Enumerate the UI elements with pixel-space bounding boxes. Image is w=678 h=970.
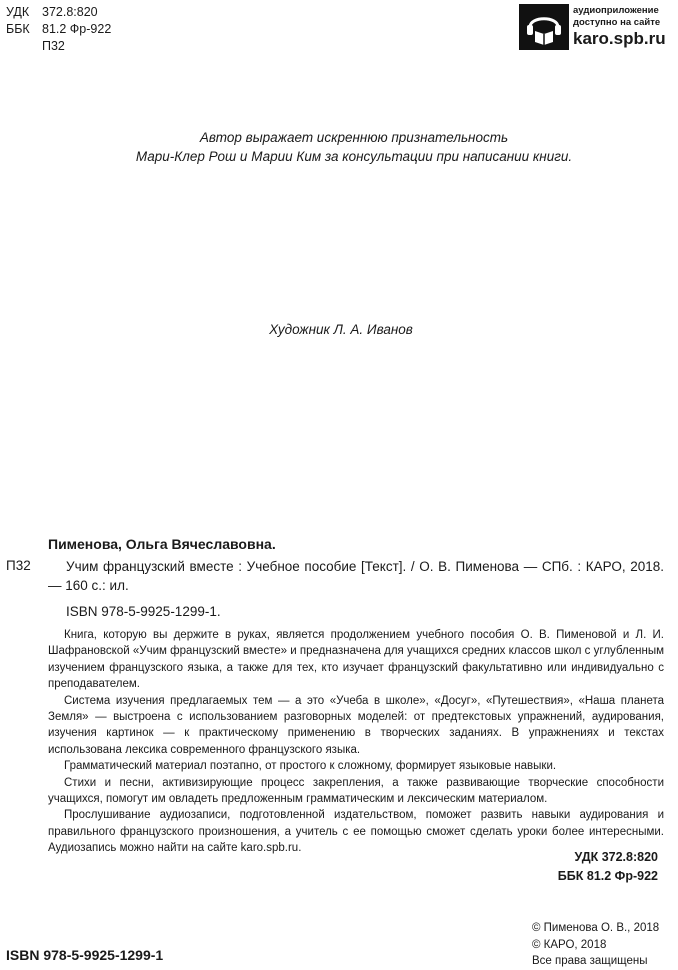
- copyright-publisher: © КАРО, 2018: [532, 938, 607, 951]
- annotation-paragraph: Грамматический материал поэтапно, от простого к сложному, формирует языковые навыки.: [64, 760, 557, 773]
- annotation-paragraph: Прослушивание аудиозаписи, подготовленной издательством, поможет развить навыки аудирования и правильного французского произношения, а учитель с ее помощью сможет сделать уроки более интересными. Аудиозапись можно найти на сайте karo.spb.ru.: [48, 809, 664, 855]
- description-text: Учим французский вместе : Учебное пособие [Текст]. / О. В. Пименова — СПб. : КАРО, 2018. — 160 с.: ил.: [48, 559, 664, 593]
- footer-isbn: ISBN 978-5-9925-1299-1: [6, 947, 164, 963]
- classification-block: [6, 4, 111, 55]
- annotation: [48, 627, 664, 857]
- annotation-paragraph: Система изучения предлагаемых тем — а это «Учеба в школе», «Досуг», «Путешествия», «Наша планета Земля» — выстроена с использованием разговорных моделей: от предтекстовых упражнений, аудирования, изучения картинок — к практическому применению в творческих заданиях. В упражнениях и текстах использована лексика современного французского языка.: [48, 694, 664, 756]
- acknowledgement: [0, 128, 678, 166]
- artist-credit: [0, 322, 678, 337]
- footer-bbk: ББК 81.2 Фр-922: [557, 869, 658, 883]
- acknowledgement-line-1: Автор выражает искреннюю признательность: [199, 130, 509, 145]
- acknowledgement-line-2: Мари-Клер Рош и Марии Ким за консультации при написании книги.: [135, 149, 573, 164]
- bbk-label: ББК: [6, 22, 30, 36]
- book-headphones-icon: [519, 4, 569, 50]
- book-author: Пименова, Ольга Вячеславовна.: [48, 536, 276, 552]
- logo-line-2: доступно на сайте: [573, 17, 661, 28]
- audio-app-logo: [519, 4, 666, 50]
- udk-value: 372.8:820: [42, 5, 98, 19]
- bbk-value: 81.2 Фр-922: [42, 22, 112, 36]
- annotation-paragraph: Книга, которую вы держите в руках, является продолжением учебного пособия О. В. Пименовой и Л. И. Шафрановской «Учим французский вместе» и предназначена для учащихся средних классов школ с углубленным изучением французского языка, а также для тех, кто изучает французский факультативно или индивидуально с преподавателем.: [48, 629, 664, 691]
- udk-label: УДК: [6, 5, 30, 19]
- footer-classification: [558, 848, 658, 886]
- logo-line-1: аудиоприложение: [573, 5, 659, 16]
- bibliographic-description: [48, 557, 664, 595]
- copyright-block: [532, 920, 659, 970]
- bibliography-mark: П32: [6, 558, 31, 573]
- rights-reserved: Все права защищены: [532, 955, 648, 967]
- logo-site: karo.spb.ru: [573, 29, 666, 48]
- author-mark: П32: [42, 39, 65, 53]
- footer-udk: УДК 372.8:820: [574, 850, 658, 864]
- annotation-paragraph: Стихи и песни, активизирующие процесс закрепления, а также развивающие творческие способности учащихся, помогут им овладеть предложенным грамматическим и лексическим материалом.: [48, 776, 664, 806]
- copyright-author: © Пименова О. В., 2018: [532, 922, 660, 934]
- artist-name: Художник Л. А. Иванов: [269, 322, 413, 337]
- isbn-entry: ISBN 978-5-9925-1299-1.: [66, 604, 221, 619]
